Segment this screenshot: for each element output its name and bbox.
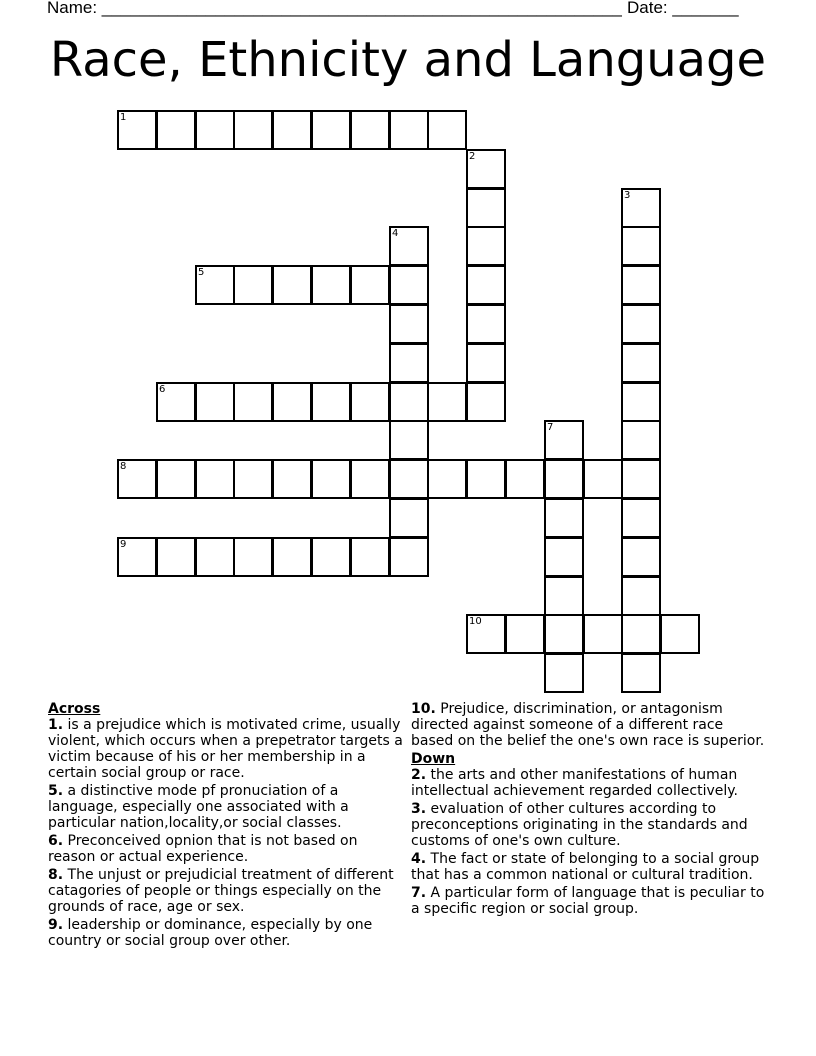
clue-text: the arts and other manifestations of human intellectual achievement regarded collectively. [411,767,738,799]
grid-cell[interactable] [544,576,584,616]
grid-cell[interactable] [272,537,312,577]
grid-cell[interactable] [350,265,390,305]
grid-cell[interactable] [544,459,584,499]
clue-number-label: 6 [159,384,166,395]
clue-number: 4. [411,851,427,867]
grid-cell[interactable] [233,537,273,577]
grid-cell[interactable] [466,614,506,654]
clue-number: 9. [48,917,64,933]
grid-cell[interactable] [427,110,467,150]
grid-cell[interactable] [195,459,235,499]
grid-cell[interactable] [389,498,429,538]
grid-cell[interactable] [621,576,661,616]
clue-number: 1. [48,717,64,733]
grid-cell[interactable] [350,537,390,577]
grid-cell[interactable] [117,459,157,499]
grid-cell[interactable] [583,614,623,654]
grid-cell[interactable] [195,110,235,150]
grid-cell[interactable] [427,382,467,422]
clue-down-2 [411,767,766,799]
grid-cell[interactable] [660,614,700,654]
clue-number: 2. [411,767,427,783]
across-heading: Across [48,701,101,717]
clue-number: 5. [48,783,64,799]
grid-cell[interactable] [466,459,506,499]
clue-text: The unjust or prejudicial treatment of different catagories of people or things especially on the grounds of race, age or sex. [48,867,394,915]
grid-cell[interactable] [621,382,661,422]
grid-cell[interactable] [350,459,390,499]
grid-cell[interactable] [505,459,545,499]
page-title: Race, Ethnicity and Language [49,32,767,88]
clue-text: Prejudice, discrimination, or antagonism directed against someone of a different race based on the belief the one's own race is superior. [411,701,765,749]
clue-number-label: 8 [120,461,127,472]
clue-number: 3. [411,801,427,817]
clue-text: evaluation of other cultures according to preconceptions originating in the standards and customs of one's own culture. [411,801,748,849]
grid-cell[interactable] [621,343,661,383]
down-heading: Down [411,751,456,767]
grid-cell[interactable] [466,382,506,422]
grid-cell[interactable] [544,498,584,538]
grid-cell[interactable] [311,382,351,422]
grid-cell[interactable] [272,459,312,499]
grid-cell[interactable] [389,304,429,344]
grid-cell[interactable] [466,265,506,305]
clue-text: a distinctive mode pf pronuciation of a language, especially one associated with a particular nation,locality,or social classes. [48,783,349,831]
grid-cell[interactable] [621,188,661,228]
grid-cell[interactable] [156,110,196,150]
grid-cell[interactable] [427,459,467,499]
grid-cell[interactable] [156,537,196,577]
grid-cell[interactable] [466,226,506,266]
grid-cell[interactable] [195,265,235,305]
clue-number: 7. [411,885,427,901]
grid-cell[interactable] [272,265,312,305]
grid-cell[interactable] [583,459,623,499]
grid-cell[interactable] [156,459,196,499]
clue-number-label: 10 [469,616,482,627]
clues-column-right [411,701,766,919]
grid-cell[interactable] [621,226,661,266]
clue-down-7 [411,885,766,917]
clue-text: leadership or dominance, especially by one country or social group over other. [48,917,373,949]
clue-number: 6. [48,833,64,849]
grid-cell[interactable] [311,537,351,577]
clue-number: 8. [48,867,64,883]
clues-column-left [48,701,408,951]
clue-number: 10. [411,701,436,717]
clue-number-label: 7 [547,422,554,433]
grid-cell[interactable] [621,653,661,693]
grid-cell[interactable] [621,459,661,499]
clue-text: The fact or state of belonging to a social group that has a common national or cultural tradition. [411,851,760,883]
grid-cell[interactable] [466,149,506,189]
clue-across-6 [48,833,408,865]
grid-cell[interactable] [272,110,312,150]
clue-number-label: 1 [120,112,127,123]
grid-cell[interactable] [233,382,273,422]
clue-number-label: 2 [469,151,476,162]
grid-cell[interactable] [544,537,584,577]
clue-across-5 [48,783,408,831]
grid-cell[interactable] [350,110,390,150]
grid-cell[interactable] [195,382,235,422]
grid-cell[interactable] [621,537,661,577]
grid-cell[interactable] [389,343,429,383]
grid-cell[interactable] [466,343,506,383]
grid-cell[interactable] [621,265,661,305]
clue-text: A particular form of language that is peculiar to a specific region or social group. [411,885,765,917]
date-field[interactable]: Date: _______ [627,0,739,17]
grid-cell[interactable] [389,382,429,422]
clue-text: is a prejudice which is motivated crime, usually violent, which occurs when a prepetrator targets a victim because of his or her membership in a certain social group or race. [48,717,403,781]
grid-cell[interactable] [389,110,429,150]
clue-across-10 [411,701,766,749]
grid-cell[interactable] [621,304,661,344]
clue-text: Preconceived opnion that is not based on reason or actual experience. [48,833,358,865]
grid-cell[interactable] [389,420,429,460]
grid-cell[interactable] [389,226,429,266]
grid-cell[interactable] [466,304,506,344]
grid-cell[interactable] [350,382,390,422]
clue-down-3 [411,801,766,849]
grid-cell[interactable] [389,537,429,577]
grid-cell[interactable] [505,614,545,654]
grid-cell[interactable] [311,110,351,150]
grid-cell[interactable] [621,420,661,460]
clue-down-4 [411,851,766,883]
grid-cell[interactable] [621,498,661,538]
grid-cell[interactable] [311,265,351,305]
grid-cell[interactable] [389,265,429,305]
grid-cell[interactable] [311,459,351,499]
grid-cell[interactable] [389,459,429,499]
grid-cell[interactable] [233,459,273,499]
clue-across-8 [48,867,408,915]
grid-cell[interactable] [544,614,584,654]
grid-cell[interactable] [233,265,273,305]
clue-number-label: 3 [624,190,631,201]
clue-across-9 [48,917,408,949]
grid-cell[interactable] [156,382,196,422]
grid-cell[interactable] [233,110,273,150]
grid-cell[interactable] [272,382,312,422]
grid-cell[interactable] [195,537,235,577]
grid-cell[interactable] [544,420,584,460]
grid-cell[interactable] [466,188,506,228]
grid-cell[interactable] [544,653,584,693]
clue-across-1 [48,717,408,781]
grid-cell[interactable] [117,110,157,150]
clue-number-label: 5 [198,267,205,278]
name-field[interactable]: Name: _______________________________________________________ [47,0,622,17]
clue-number-label: 9 [120,539,127,550]
grid-cell[interactable] [117,537,157,577]
clue-number-label: 4 [392,228,399,239]
grid-cell[interactable] [621,614,661,654]
